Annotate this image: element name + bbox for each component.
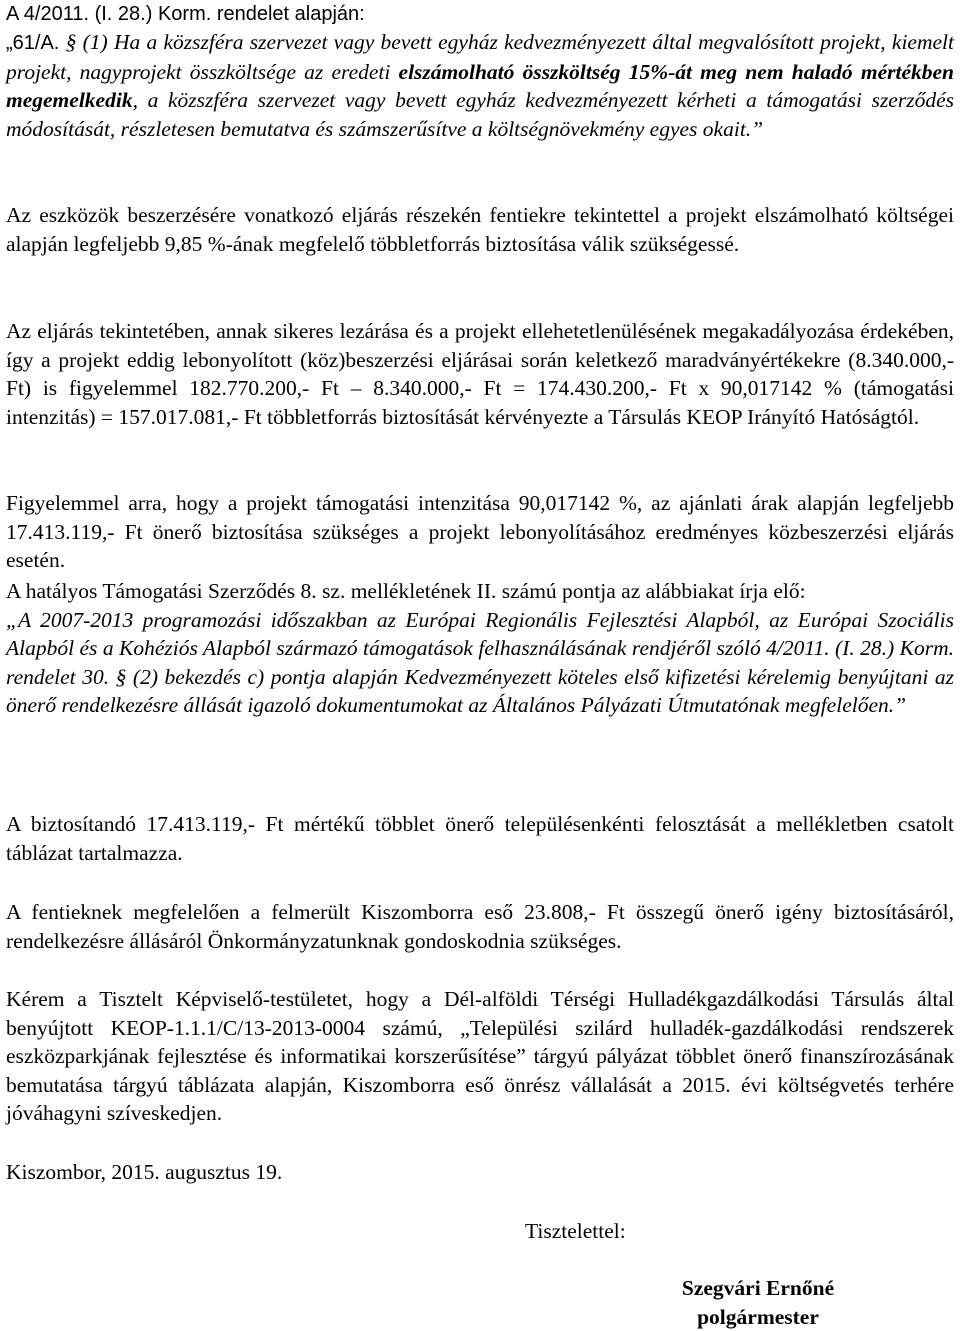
paragraph-eszkozok: Az eszközök beszerzésére vonatkozó eljárás részekén fentiekre tekintettel a projekt elszámolható költségei alapján legfeljebb 9,85 %-ának megfelelő többletforrás biztosítása válik szükségessé.	[6, 203, 954, 256]
paragraph-intenzitas: Figyelemmel arra, hogy a projekt támogatási intenzitása 90,017142 %, az ajánlati árak alapján legfeljebb 17.413.119,- Ft önerő biztosítása szükséges a projekt lebonyolításához eredményes közbeszerzési eljárás esetén.	[6, 491, 954, 573]
section-number: „61/A.	[6, 32, 60, 54]
place-date: Kiszombor, 2015. augusztus 19.	[6, 1160, 283, 1184]
closing-greeting: Tisztelettel:	[525, 1219, 626, 1243]
quote-part-a: § (1) Ha a közszféra szervezet vagy bevett egyház kedvezményezett által megvalósított projekt, kiemelt projekt, nagyprojekt összköltsége az eredeti	[6, 30, 954, 84]
paragraph-szerzodes-intro: A hatályos Támogatási Szerződés 8. sz. mellékletének II. számú pontja az alábbiakat írja elő:	[6, 579, 806, 603]
paragraph-kiszombor: A fentieknek megfelelően a felmerült Kiszomborra eső 23.808,- Ft összegű önerő igény biztosításáról, rendelkezésre állásáról Önkormányzatunknak gondoskodnia szükséges.	[6, 900, 954, 953]
legal-reference-heading	[6, 0, 954, 29]
paragraph-szerzodes-quote: „A 2007-2013 programozási időszakban az Európai Regionális Fejlesztési Alapból, az Európai Szociális Alapból és a Kohéziós Alapból származó támogatások felhasználásának rendjéről szóló 4/2011. (I. 28.) Korm. rendelet 30. § (2) bekezdés c) pontja alapján Kedvezményezett köteles első kifizetési kérelemig benyújtani az önerő rendelkezésre állását igazoló dokumentumokat az Általános Pályázati Útmutatónak megfelelően.”	[6, 607, 954, 718]
paragraph-szerzodes	[6, 577, 954, 720]
signature-block	[640, 1274, 876, 1331]
quote-part-b: , a közszféra szervezet vagy bevett egyház kedvezményezett kérheti a támogatási szerződés módosítását, részletesen bemutatva és számszerűsítve a költségnövekmény egyes okait.”	[6, 88, 954, 141]
paragraph-kerem: Kérem a Tisztelt Képviselő-testületet, hogy a Dél-alföldi Térségi Hulladékgazdálkodási Társulás által benyújtott KEOP-1.1.1/C/13-2013-0004 számú, „Települési szilárd hulladék-gazdálkodási rendszerek eszközparkjának fejlesztése és informatikai korszerűsítése” tárgyú pályázat többlet önerő finanszírozásának bemutatása tárgyú táblázata alapján, Kiszomborra eső önrész vállalását a 2015. évi költségvetés terhére jóváhagyni szíveskedjen.	[6, 987, 954, 1126]
quote-bold-part: elszámolható összköltség 15%-át meg nem haladó mértékben megemelkedik	[6, 59, 954, 113]
signer-name: Szegvári Ernőné	[681, 1276, 835, 1300]
paragraph-biztositando: A biztosítandó 17.413.119,- Ft mértékű többlet önerő településenkénti felosztását a mellékletben csatolt táblázat tartalmazza.	[6, 812, 954, 865]
legal-reference-line: A 4/2011. (I. 28.) Korm. rendelet alapján:	[6, 3, 365, 25]
signer-title: polgármester	[697, 1304, 819, 1329]
quoted-regulation-paragraph	[6, 28, 954, 143]
paragraph-eljaras: Az eljárás tekintetében, annak sikeres lezárása és a projekt ellehetetlenülésének megakadályozása érdekében, így a projekt eddig lebonyolított (köz)beszerzési eljárásai során keletkező maradványértékekre (8.340.000,- Ft) is figyelemmel 182.770.200,- Ft – 8.340.000,- Ft = 174.430.200,- Ft x 90,017142 % (támogatási intenzitás) = 157.017.081,- Ft többletforrás biztosítását kérvényezte a Társulás KEOP Irányító Hatóságtól.	[6, 319, 954, 429]
